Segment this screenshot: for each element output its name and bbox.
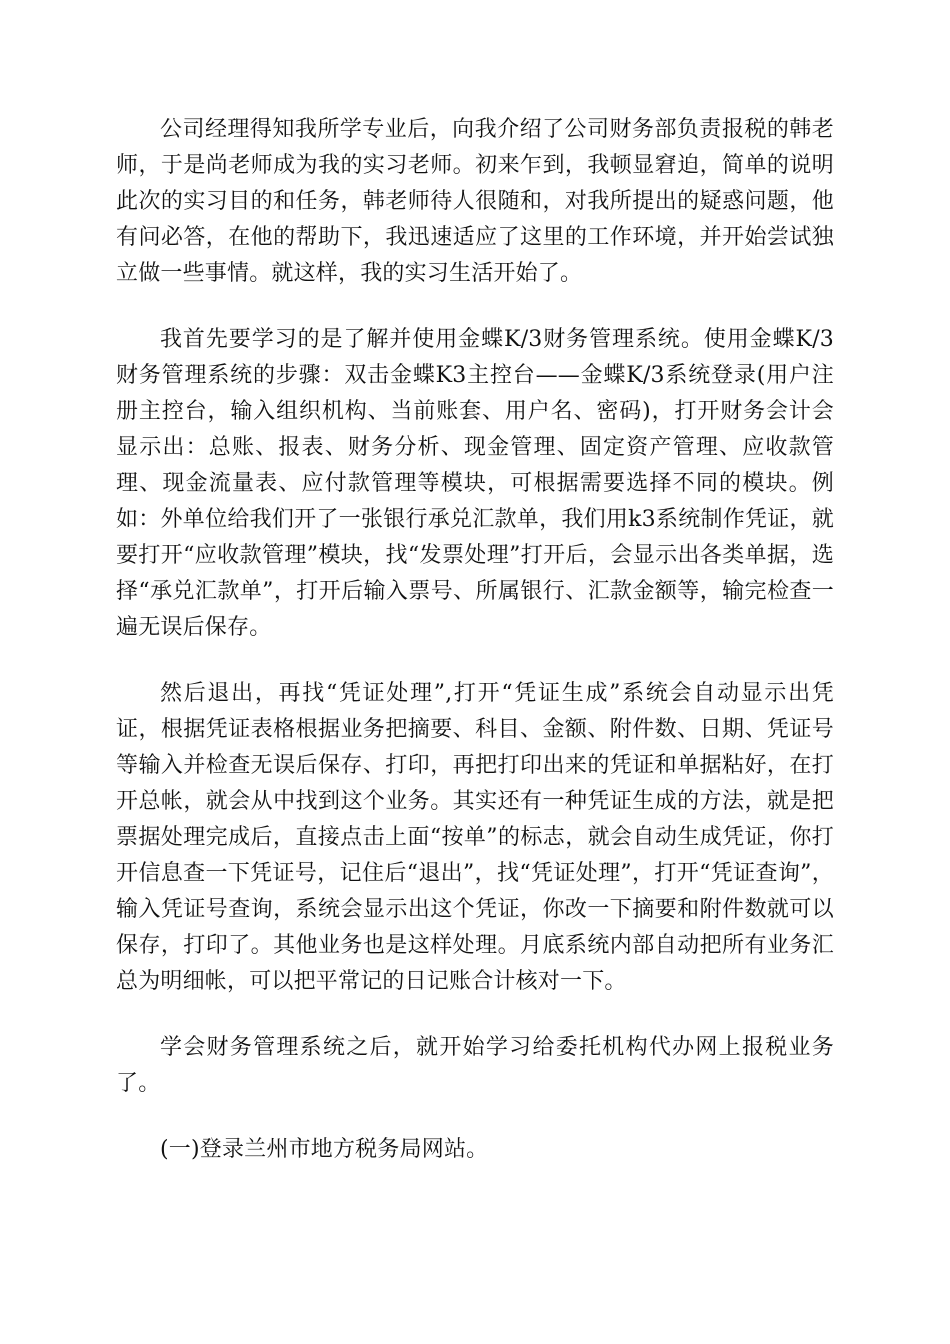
paragraph-online-tax-filing: 学会财务管理系统之后，就开始学习给委托机构代办网上报税业务了。 — [116, 1035, 834, 1096]
paragraph-internship-intro: 公司经理得知我所学专业后，向我介绍了公司财务部负责报税的韩老师，于是尚老师成为我的实习老师。初来乍到，我顿显窘迫，简单的说明此次的实习目的和任务，韩老师待人很随和，对我所提出的疑惑问题，他有问必答，在他的帮助下，我迅速适应了这里的工作环境，并开始尝试独立做一些事情。就这样，我的实习生活开始了。 — [116, 117, 834, 286]
paragraph-k3-system-usage: 我首先要学习的是了解并使用金蝶K/3财务管理系统。使用金蝶K/3财务管理系统的步骤：双击金蝶K3主控台——金蝶K/3系统登录(用户注册主控台，输入组织机构、当前账套、用户名、密码)，打开财务会计会显示出：总账、报表、财务分析、现金管理、固定资产管理、应收款管理、现金流量表、应付款管理等模块，可根据需要选择不同的模块。例如：外单位给我们开了一张银行承兑汇款单，我们用k3系统制作凭证，就要打开“应收款管理”模块，找“发票处理”打开后，会显示出各类单据，选择“承兑汇款单”，打开后输入票号、所属银行、汇款金额等，输完检查一遍无误后保存。 — [116, 327, 834, 640]
paragraph-voucher-processing: 然后退出，再找“凭证处理”,打开“凭证生成”系统会自动显示出凭证，根据凭证表格根据业务把摘要、科目、金额、附件数、日期、凭证号等输入并检查无误后保存、打印，再把打印出来的凭证和单据粘好，在打开总帐，就会从中找到这个业务。其实还有一种凭证生成的方法，就是把票据处理完成后，直接点击上面“按单”的标志，就会自动生成凭证，你打开信息查一下凭证号，记住后“退出”，找“凭证处理”，打开“凭证查询”，输入凭证号查询，系统会显示出这个凭证，你改一下摘要和附件数就可以保存，打印了。其他业务也是这样处理。月底系统内部自动把所有业务汇总为明细帐，可以把平常记的日记账合计核对一下。 — [116, 681, 834, 994]
paragraph-step-one-login: (一)登录兰州市地方税务局网站。 — [160, 1137, 489, 1162]
document-body — [116, 112, 834, 1168]
